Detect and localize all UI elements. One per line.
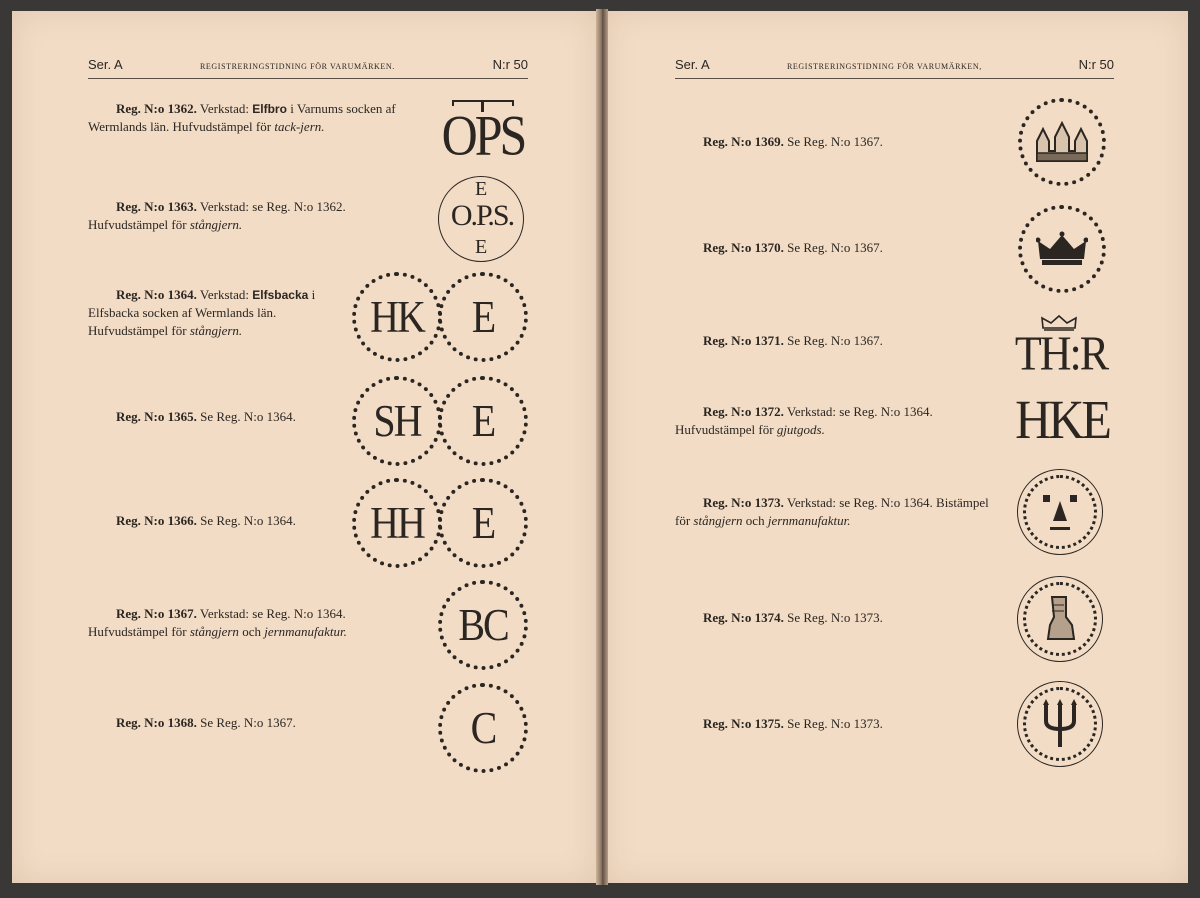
entry-1368 — [88, 714, 406, 732]
mark-1375 — [1017, 681, 1103, 767]
header-rule — [88, 78, 528, 79]
entry-1371 — [675, 332, 993, 350]
mark-1362 — [438, 98, 528, 167]
entry-1367 — [88, 605, 406, 641]
reg-number: Reg. N:o 1365. — [116, 409, 197, 424]
reg-number: Reg. N:o 1370. — [703, 240, 784, 255]
reg-number: Reg. N:o 1364. — [116, 287, 197, 302]
mark-1366-right — [438, 478, 528, 568]
inner-dotted-ring — [1023, 687, 1097, 761]
left-header — [88, 47, 528, 72]
entry-text: Verkstad: — [196, 101, 253, 116]
reg-number: Reg. N:o 1372. — [703, 404, 784, 419]
mark-top-letter: E — [475, 178, 488, 200]
mark-text: BC — [458, 598, 508, 651]
header-title: REGISTRERINGSTIDNING FÖR VARUMÄRKEN. — [200, 62, 395, 71]
reg-number: Reg. N:o 1363. — [116, 199, 197, 214]
mark-text: E — [471, 496, 495, 549]
entry-text: Verkstad: — [196, 287, 253, 302]
entry-italic: gjutgods. — [776, 422, 825, 437]
mark-text: HK — [370, 290, 424, 343]
mark-1372: HKE — [1015, 388, 1109, 451]
mark-1374 — [1017, 576, 1103, 662]
mark-1364-right — [438, 272, 528, 362]
entry-text: Verkstad: se Reg. N:o 1364. Hufvudstämpel för — [88, 606, 346, 639]
mark-1366-left — [352, 478, 442, 568]
reg-number: Reg. N:o 1368. — [116, 715, 197, 730]
reg-number: Reg. N:o 1362. — [116, 101, 197, 116]
entry-italic: jernmanufaktur. — [264, 624, 347, 639]
page-number: N:r 50 — [1078, 57, 1114, 72]
header-title: REGISTRERINGSTIDNING FÖR VARUMÄRKEN, — [787, 62, 982, 71]
entry-text: Se Reg. N:o 1367. — [196, 715, 296, 730]
entry-1364 — [88, 286, 346, 340]
triple-tower-icon — [1035, 121, 1089, 163]
entry-1362 — [88, 100, 406, 136]
entry-italic: jernmanufaktur. — [767, 513, 851, 528]
mark-text: O.P.S. — [450, 199, 514, 232]
entry-italic: stångjern — [189, 624, 239, 639]
entry-1369 — [675, 133, 993, 151]
entry-text: Se Reg. N:o 1367. — [783, 333, 883, 348]
entry-1366 — [88, 512, 346, 530]
mark-1371 — [1006, 312, 1116, 381]
entry-1365 — [88, 408, 346, 426]
reg-number: Reg. N:o 1374. — [703, 610, 784, 625]
page-number: N:r 50 — [492, 57, 528, 72]
reg-number: Reg. N:o 1369. — [703, 134, 784, 149]
mark-1363 — [438, 176, 524, 262]
entry-1372 — [675, 403, 993, 439]
entry-1375 — [675, 715, 993, 733]
reg-number: Reg. N:o 1366. — [116, 513, 197, 528]
entry-text: Se Reg. N:o 1367. — [783, 134, 883, 149]
reg-number: Reg. N:o 1367. — [116, 606, 197, 621]
entry-text: och — [742, 513, 768, 528]
entry-text: Se Reg. N:o 1367. — [783, 240, 883, 255]
place-name: Elfbro — [252, 102, 287, 116]
book-gutter — [596, 9, 608, 885]
entry-text: Verkstad: se Reg. N:o 1364. Bistämpel för — [675, 495, 989, 528]
entry-text: och — [238, 624, 265, 639]
entry-1373 — [675, 494, 993, 530]
inner-dotted-ring — [1023, 582, 1097, 656]
mark-text: E — [471, 290, 495, 343]
series-label: Ser. A — [675, 57, 710, 72]
mark-text: OPS — [441, 102, 525, 167]
header-rule — [675, 78, 1114, 79]
mark-text: HH — [370, 496, 424, 549]
entry-text: i Varnums socken af Wermlands län. Hufvudstämpel för — [88, 101, 396, 134]
series-label: Ser. A — [88, 57, 123, 72]
mark-1369 — [1018, 98, 1106, 186]
entry-italic: stångjern. — [189, 323, 243, 338]
entry-italic: stångjern. — [189, 217, 243, 232]
place-name: Elfsbacka — [252, 288, 309, 302]
entry-text: Se Reg. N:o 1364. — [196, 409, 296, 424]
entry-text: Se Reg. N:o 1364. — [196, 513, 296, 528]
entry-italic: tack-jern. — [274, 119, 325, 134]
reg-number: Reg. N:o 1371. — [703, 333, 784, 348]
mark-1367 — [438, 580, 528, 670]
entry-1374 — [675, 609, 993, 627]
crown-icon — [1036, 231, 1088, 267]
entry-text: Se Reg. N:o 1373. — [783, 610, 883, 625]
mark-1368 — [438, 683, 528, 773]
reg-number: Reg. N:o 1373. — [703, 495, 784, 510]
mark-text: SH — [373, 394, 421, 447]
inner-dotted-ring — [1023, 475, 1097, 549]
entry-text: Verkstad: se Reg. N:o 1364. Hufvudstämpel för — [675, 404, 933, 437]
mark-bottom-letter: E — [475, 236, 488, 258]
entry-text: Se Reg. N:o 1373. — [783, 716, 883, 731]
right-header — [675, 47, 1114, 72]
mark-text: C — [470, 701, 496, 754]
entry-1363 — [88, 198, 406, 234]
mark-1365-left — [352, 376, 442, 466]
mark-1364-left — [352, 272, 442, 362]
reg-number: Reg. N:o 1375. — [703, 716, 784, 731]
entry-1370 — [675, 239, 993, 257]
mark-text: TH:R — [1014, 326, 1108, 381]
entry-italic: stångjern — [693, 513, 743, 528]
mark-1370 — [1018, 205, 1106, 293]
mark-text: E — [471, 394, 495, 447]
entry-text: i Elfsbacka socken af Wermlands län. Hufvudstämpel för — [88, 287, 316, 338]
entry-text: Verkstad: se Reg. N:o 1362. Hufvudstämpel för — [88, 199, 346, 232]
mark-1365-right — [438, 376, 528, 466]
mark-1373 — [1017, 469, 1103, 555]
